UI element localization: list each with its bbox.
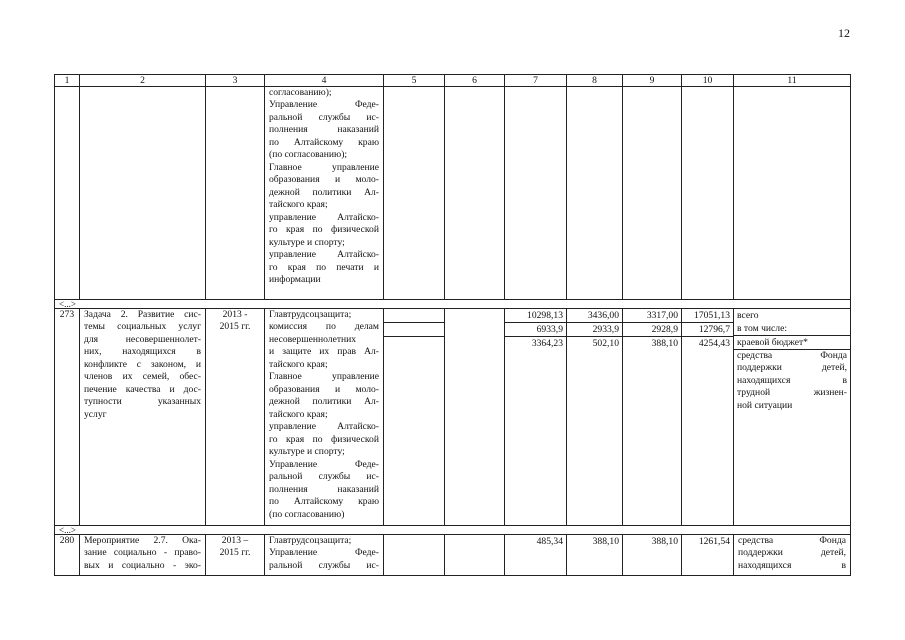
executor-line: ральной службы ис- bbox=[269, 559, 379, 571]
task-line: них, находящихся в bbox=[84, 346, 201, 358]
ellipsis-marker: <...> bbox=[55, 526, 851, 535]
task-line: тупности указанных bbox=[84, 396, 201, 408]
executor-line: полнения наказаний bbox=[269, 483, 379, 495]
executor-line: управление Алтайско- bbox=[269, 421, 379, 433]
value-total-c8: 3436,00 bbox=[567, 309, 622, 323]
ellipsis-marker: <...> bbox=[55, 300, 851, 309]
executor-line: Управление Феде- bbox=[269, 458, 379, 470]
value-fund-c7: 3364,23 bbox=[531, 338, 563, 349]
column-header: 7 bbox=[505, 75, 567, 87]
source-line: находящихся в bbox=[738, 559, 846, 571]
executor-line: го края по печати и bbox=[269, 261, 379, 273]
executor-line: Управление Феде- bbox=[269, 99, 379, 111]
ellipsis-row bbox=[55, 300, 851, 309]
executor-line: комиссия по делам bbox=[269, 321, 379, 333]
task-line: членов их семей, обес- bbox=[84, 371, 201, 383]
source-fund-line: поддержки детей, bbox=[737, 362, 847, 374]
column-header: 9 bbox=[623, 75, 682, 87]
column-header: 11 bbox=[734, 75, 851, 87]
column-7 bbox=[505, 309, 567, 526]
executor-line: культуре и спорту; bbox=[269, 446, 345, 458]
task-line: темы социальных услуг bbox=[84, 321, 201, 333]
column-header: 6 bbox=[445, 75, 505, 87]
source-regional: краевой бюджет* bbox=[734, 336, 850, 350]
column-header: 1 bbox=[55, 75, 80, 87]
value-c7: 485,34 bbox=[536, 536, 563, 547]
task-line: услуг bbox=[84, 408, 107, 420]
column-9 bbox=[623, 535, 682, 576]
column-header: 3 bbox=[206, 75, 265, 87]
executor-line: несовершеннолетних bbox=[269, 333, 357, 345]
task-cell bbox=[80, 535, 206, 576]
value-total-c7: 10298,13 bbox=[505, 309, 566, 323]
executors-cell bbox=[265, 87, 384, 300]
executor-line: по Алтайскому краю bbox=[269, 136, 379, 148]
column-8 bbox=[567, 535, 623, 576]
task-line: печение качества и дос- bbox=[84, 383, 201, 395]
ellipsis-row bbox=[55, 526, 851, 535]
executor-line: го края по физической bbox=[269, 433, 379, 445]
executor-line: управление Алтайско- bbox=[269, 211, 379, 223]
row-number: 280 bbox=[55, 535, 80, 576]
value-total-c10: 17051,13 bbox=[682, 309, 733, 323]
source-including: в том числе: bbox=[734, 322, 850, 336]
value-c8: 388,10 bbox=[592, 536, 619, 547]
value-fund-c10: 4254,43 bbox=[698, 338, 730, 349]
executor-line: Главное управление bbox=[269, 161, 379, 173]
source-fund-line: находящихся в bbox=[737, 374, 847, 386]
executor-line: образования и моло- bbox=[269, 174, 379, 186]
funding-source-cell bbox=[734, 309, 851, 526]
executor-line: управление Алтайско- bbox=[269, 249, 379, 261]
column-header: 8 bbox=[567, 75, 623, 87]
executor-line: (по согласованию); bbox=[269, 149, 348, 161]
table-row-280 bbox=[55, 535, 851, 576]
page-number: 12 bbox=[838, 26, 850, 40]
column-10 bbox=[682, 535, 734, 576]
source-total: всего bbox=[737, 310, 759, 321]
period-line: 2013 - bbox=[222, 309, 248, 320]
value-regional-c8: 2933,9 bbox=[567, 323, 622, 337]
column-header: 4 bbox=[265, 75, 384, 87]
column-header: 5 bbox=[384, 75, 445, 87]
column-8 bbox=[567, 309, 623, 526]
period-cell bbox=[206, 535, 265, 576]
table-row-273 bbox=[55, 309, 851, 526]
task-line: зание социально - право- bbox=[84, 547, 201, 559]
executor-line: и защите их прав Ал- bbox=[269, 346, 379, 358]
executor-line: тайского края; bbox=[269, 408, 328, 420]
columns-5-6 bbox=[384, 309, 505, 526]
column-number-row bbox=[55, 75, 851, 87]
task-line: Задача 2. Развитие сис- bbox=[84, 309, 201, 320]
value-c9: 388,10 bbox=[651, 536, 678, 547]
source-fund-line: средства Фонда bbox=[737, 350, 847, 361]
task-line: конфликте с законом, и bbox=[84, 358, 201, 370]
value-fund-c8: 502,10 bbox=[592, 338, 619, 349]
period-cell bbox=[206, 309, 265, 526]
source-fund-line: ной ситуации bbox=[737, 399, 793, 411]
column-header: 2 bbox=[80, 75, 206, 87]
task-line: Мероприятие 2.7. Ока- bbox=[84, 535, 201, 546]
executor-line: информации bbox=[269, 274, 321, 286]
value-regional-c10: 12796,7 bbox=[682, 323, 733, 337]
source-fund-line: трудной жизнен- bbox=[737, 387, 847, 399]
executor-line: Главтрудсоцзащита; bbox=[269, 535, 352, 546]
period-line: 2015 гг. bbox=[219, 547, 251, 559]
period-line: 2013 – bbox=[221, 535, 249, 546]
column-7 bbox=[505, 535, 567, 576]
task-line: вых и социально - эко- bbox=[84, 559, 201, 571]
executor-line: образования и моло- bbox=[269, 383, 379, 395]
executor-line: го края по физической bbox=[269, 224, 379, 236]
source-line: поддержки детей, bbox=[738, 547, 846, 559]
executor-line: ральной службы ис- bbox=[269, 471, 379, 483]
value-fund-c9: 388,10 bbox=[651, 338, 678, 349]
value-regional-c7: 6933,9 bbox=[505, 323, 566, 337]
executor-line: дежной политики Ал- bbox=[269, 396, 379, 408]
executor-line: (по согласованию) bbox=[269, 508, 345, 520]
executor-line: ральной службы ис- bbox=[269, 111, 379, 123]
value-c10: 1261,54 bbox=[698, 536, 730, 547]
column-10 bbox=[682, 309, 734, 526]
executors-cell bbox=[265, 535, 384, 576]
executor-line: Управление Феде- bbox=[269, 547, 379, 559]
executor-line: согласованию); bbox=[269, 87, 332, 98]
executor-line: тайского края; bbox=[269, 358, 328, 370]
column-header: 10 bbox=[682, 75, 734, 87]
source-line: средства Фонда bbox=[738, 535, 846, 546]
period-line: 2015 гг. bbox=[219, 321, 251, 333]
value-total-c9: 3317,00 bbox=[623, 309, 681, 323]
executor-line: Главное управление bbox=[269, 371, 379, 383]
continued-table-row bbox=[55, 87, 851, 300]
executor-line: по Алтайскому краю bbox=[269, 496, 379, 508]
executors-cell bbox=[265, 309, 384, 526]
row-number: 273 bbox=[55, 309, 80, 526]
value-regional-c9: 2928,9 bbox=[623, 323, 681, 337]
plan-table bbox=[54, 74, 851, 576]
task-line: для несовершеннолет- bbox=[84, 333, 201, 345]
executor-line: полнения наказаний bbox=[269, 124, 379, 136]
funding-source-cell bbox=[734, 535, 851, 576]
task-cell bbox=[80, 309, 206, 526]
column-9 bbox=[623, 309, 682, 526]
executor-line: тайского края; bbox=[269, 199, 328, 211]
executor-line: культуре и спорту; bbox=[269, 236, 345, 248]
executor-line: Главтрудсоцзащита; bbox=[269, 309, 352, 320]
executor-line: дежной политики Ал- bbox=[269, 186, 379, 198]
